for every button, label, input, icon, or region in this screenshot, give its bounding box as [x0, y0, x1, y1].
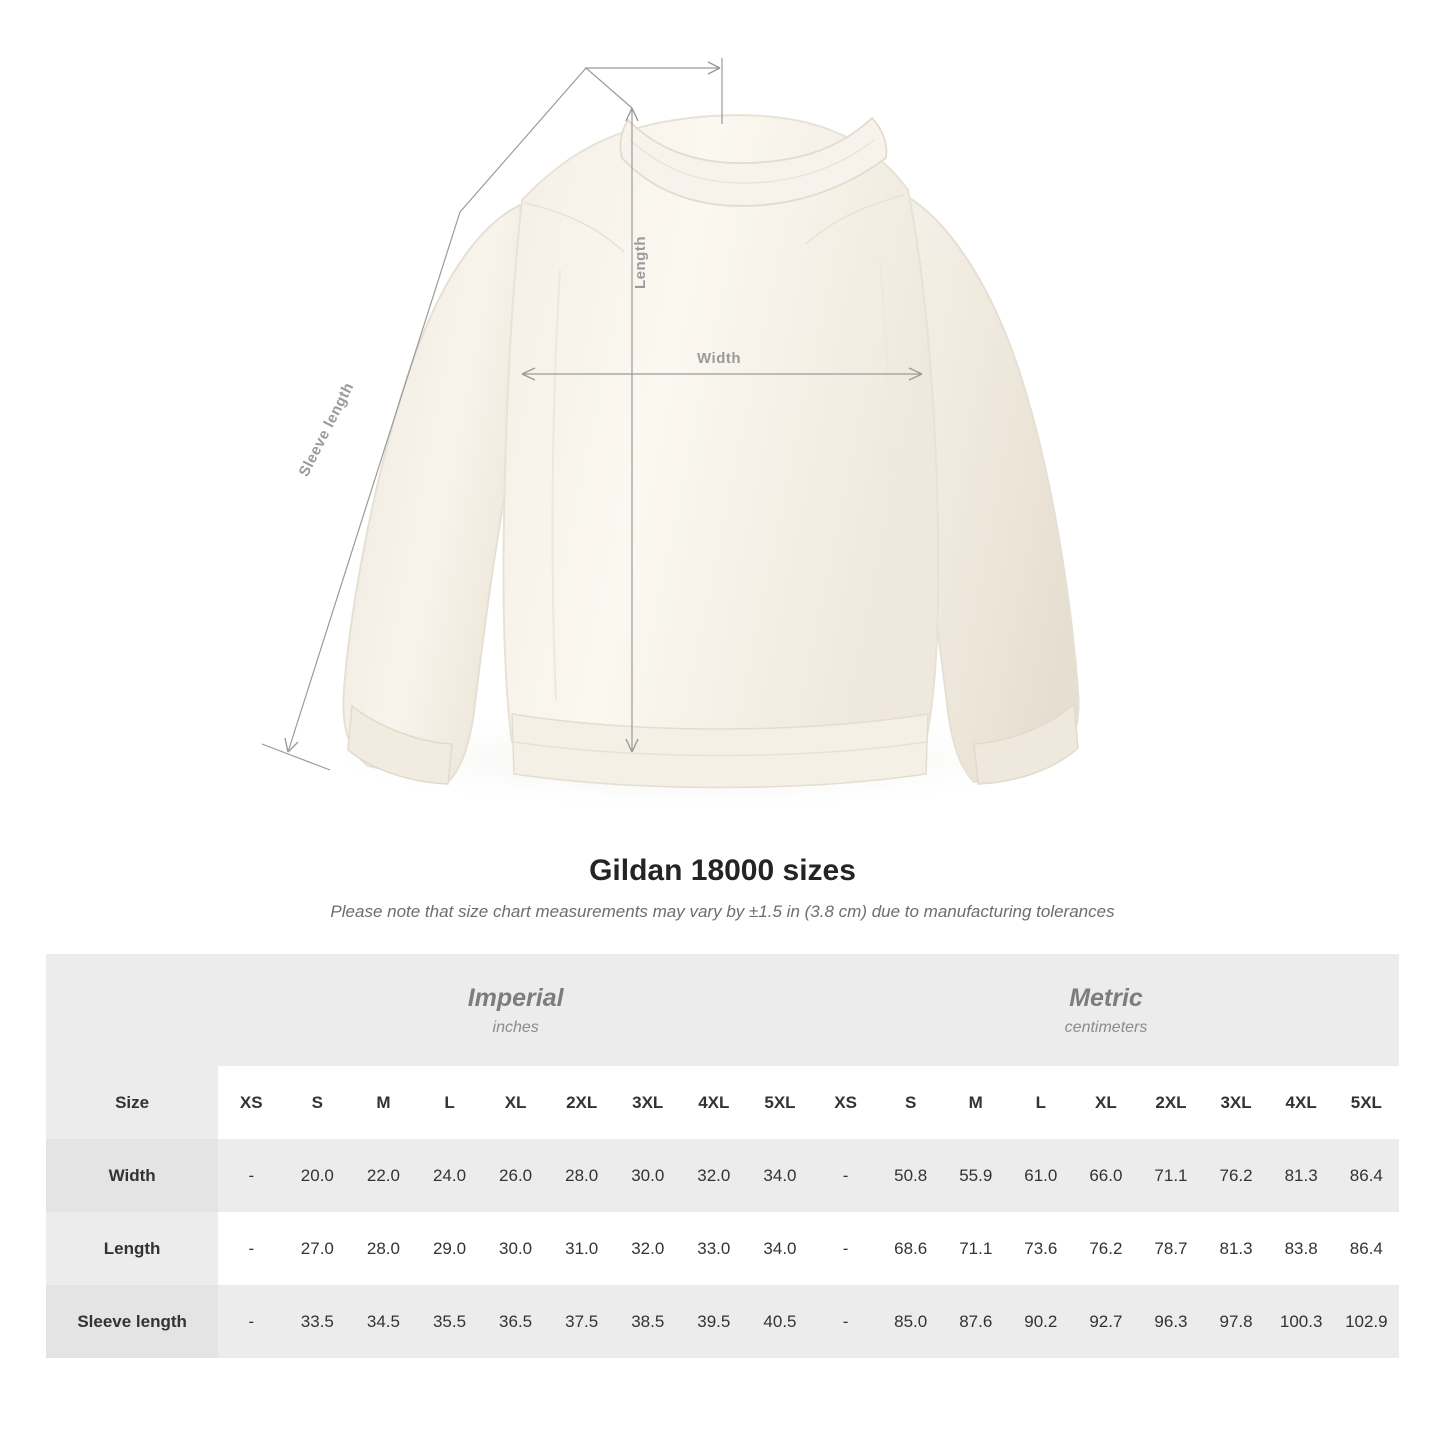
row-label-length: Length	[46, 1212, 218, 1285]
width-met-0: -	[813, 1139, 878, 1212]
length-met-3: 73.6	[1008, 1212, 1073, 1285]
width-imp-7: 32.0	[681, 1139, 747, 1212]
width-dimension-label: Width	[697, 350, 742, 367]
length-imp-6: 32.0	[615, 1212, 681, 1285]
size-met-7: 4XL	[1269, 1066, 1334, 1139]
row-header-size: Size	[46, 1066, 218, 1139]
width-imp-6: 30.0	[615, 1139, 681, 1212]
sleeve-met-8: 102.9	[1334, 1285, 1399, 1358]
sleeve-met-1: 85.0	[878, 1285, 943, 1358]
length-imp-4: 30.0	[483, 1212, 549, 1285]
width-met-8: 86.4	[1334, 1139, 1399, 1212]
length-met-6: 81.3	[1204, 1212, 1269, 1285]
length-imp-8: 34.0	[747, 1212, 813, 1285]
units-header-row	[46, 954, 1399, 1066]
size-chart-table	[46, 954, 1399, 1358]
width-met-4: 66.0	[1073, 1139, 1138, 1212]
sleeve-imp-8: 40.5	[747, 1285, 813, 1358]
width-imp-4: 26.0	[483, 1139, 549, 1212]
width-met-3: 61.0	[1008, 1139, 1073, 1212]
sleeve-imp-0: -	[218, 1285, 284, 1358]
width-imp-2: 22.0	[350, 1139, 416, 1212]
width-imp-3: 24.0	[416, 1139, 482, 1212]
length-met-0: -	[813, 1212, 878, 1285]
sleeve-imp-5: 37.5	[549, 1285, 615, 1358]
row-label-width: Width	[46, 1139, 218, 1212]
size-imp-0: XS	[218, 1066, 284, 1139]
size-met-1: S	[878, 1066, 943, 1139]
size-imp-7: 4XL	[681, 1066, 747, 1139]
size-met-8: 5XL	[1334, 1066, 1399, 1139]
length-met-2: 71.1	[943, 1212, 1008, 1285]
length-met-8: 86.4	[1334, 1212, 1399, 1285]
length-met-1: 68.6	[878, 1212, 943, 1285]
length-imp-2: 28.0	[350, 1212, 416, 1285]
sleeve-met-5: 96.3	[1138, 1285, 1203, 1358]
tolerance-note: Please note that size chart measurements may vary by ±1.5 in (3.8 cm) due to manufacturing tolerances	[330, 902, 1115, 921]
length-met-5: 78.7	[1138, 1212, 1203, 1285]
width-imp-8: 34.0	[747, 1139, 813, 1212]
width-met-2: 55.9	[943, 1139, 1008, 1212]
width-met-7: 81.3	[1269, 1139, 1334, 1212]
table-row-length	[46, 1212, 1399, 1285]
size-imp-4: XL	[483, 1066, 549, 1139]
sleeve-met-6: 97.8	[1204, 1285, 1269, 1358]
size-imp-8: 5XL	[747, 1066, 813, 1139]
length-imp-1: 27.0	[284, 1212, 350, 1285]
size-header-row	[46, 1066, 1399, 1139]
width-met-5: 71.1	[1138, 1139, 1203, 1212]
metric-header: Metric centimeters	[813, 954, 1399, 1066]
sleeve-imp-4: 36.5	[483, 1285, 549, 1358]
sleeve-met-2: 87.6	[943, 1285, 1008, 1358]
sleeve-imp-1: 33.5	[284, 1285, 350, 1358]
size-met-0: XS	[813, 1066, 878, 1139]
sleeve-met-7: 100.3	[1269, 1285, 1334, 1358]
sleeve-imp-2: 34.5	[350, 1285, 416, 1358]
size-imp-6: 3XL	[615, 1066, 681, 1139]
size-imp-5: 2XL	[549, 1066, 615, 1139]
width-imp-0: -	[218, 1139, 284, 1212]
size-table-wrapper	[0, 954, 1445, 1358]
table-row-width	[46, 1139, 1399, 1212]
sleeve-length-dimension-label: Sleeve length	[295, 379, 358, 480]
width-met-6: 76.2	[1204, 1139, 1269, 1212]
size-met-3: L	[1008, 1066, 1073, 1139]
width-imp-5: 28.0	[549, 1139, 615, 1212]
length-imp-7: 33.0	[681, 1212, 747, 1285]
size-met-5: 2XL	[1138, 1066, 1203, 1139]
sleeve-imp-3: 35.5	[416, 1285, 482, 1358]
length-met-4: 76.2	[1073, 1212, 1138, 1285]
sleeve-met-0: -	[813, 1285, 878, 1358]
table-row-sleeve-length	[46, 1285, 1399, 1358]
size-met-6: 3XL	[1204, 1066, 1269, 1139]
length-imp-5: 31.0	[549, 1212, 615, 1285]
size-imp-3: L	[416, 1066, 482, 1139]
imperial-header: Imperial inches	[218, 954, 813, 1066]
length-imp-3: 29.0	[416, 1212, 482, 1285]
size-imp-1: S	[284, 1066, 350, 1139]
width-met-1: 50.8	[878, 1139, 943, 1212]
size-met-4: XL	[1073, 1066, 1138, 1139]
sleeve-imp-6: 38.5	[615, 1285, 681, 1358]
length-dimension-label: Length	[632, 236, 649, 289]
row-label-sleeve-length: Sleeve length	[46, 1285, 218, 1358]
sleeve-met-3: 90.2	[1008, 1285, 1073, 1358]
length-met-7: 83.8	[1269, 1212, 1334, 1285]
length-imp-0: -	[218, 1212, 284, 1285]
page-title: Gildan 18000 sizes	[589, 854, 856, 887]
sleeve-imp-7: 39.5	[681, 1285, 747, 1358]
size-met-2: M	[943, 1066, 1008, 1139]
sleeve-met-4: 92.7	[1073, 1285, 1138, 1358]
size-imp-2: M	[350, 1066, 416, 1139]
units-spacer	[46, 954, 218, 1066]
width-imp-1: 20.0	[284, 1139, 350, 1212]
